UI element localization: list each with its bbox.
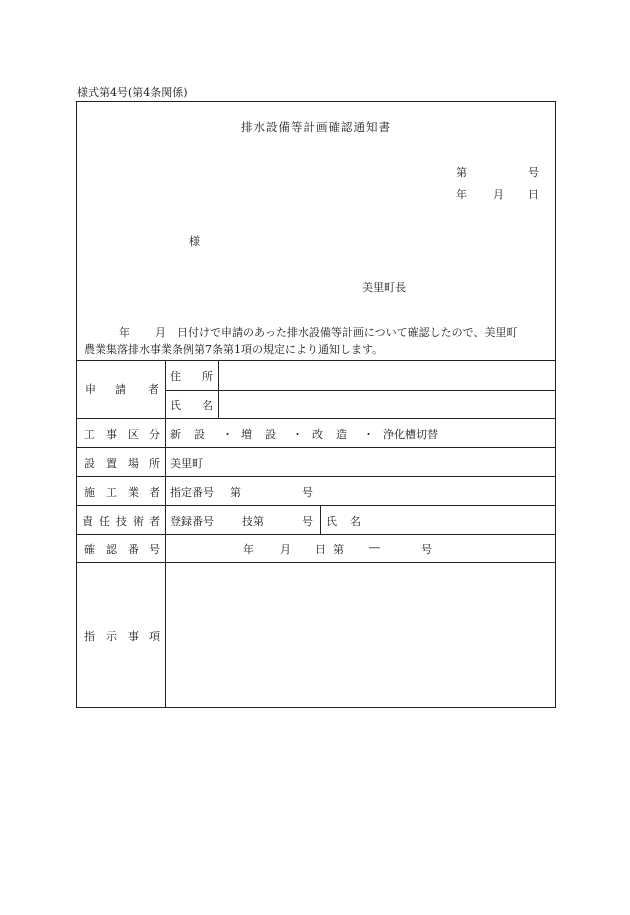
doc-number-go: 号 — [528, 166, 539, 179]
work-option-add-2: 設 — [265, 428, 276, 441]
work-option-remodel-1: 改 — [312, 428, 323, 441]
form-frame — [76, 101, 556, 708]
row-divider — [77, 447, 555, 448]
label-name-2: 名 — [202, 399, 213, 412]
confirmation-year: 年 — [243, 543, 254, 556]
work-option-septic: 浄化槽切替 — [383, 428, 438, 441]
engineer-gi-dai: 技第 — [242, 515, 264, 528]
work-option-remodel-2: 造 — [336, 428, 347, 441]
contractor-dai: 第 — [230, 486, 241, 499]
label-address-1: 住 — [170, 370, 181, 383]
date-day: 日 — [528, 188, 539, 201]
label-location-3: 場 — [128, 457, 139, 470]
confirmation-dai: 第 — [333, 543, 344, 556]
label-applicant-2: 請 — [115, 383, 126, 396]
label-work-type-1: 工 — [84, 428, 95, 441]
label-confirmation-2: 認 — [106, 543, 117, 556]
work-option-new-2: 設 — [194, 428, 205, 441]
label-applicant-1: 申 — [85, 383, 96, 396]
label-contractor-2: 工 — [106, 486, 117, 499]
confirmation-dash: ― — [369, 541, 380, 554]
body-year: 年 — [119, 326, 130, 339]
label-confirmation-1: 確 — [84, 543, 95, 556]
row-divider — [77, 418, 555, 419]
label-engineer-2: 任 — [99, 515, 110, 528]
work-option-new-1: 新 — [170, 428, 181, 441]
label-location-4: 所 — [149, 457, 160, 470]
date-month: 月 — [493, 188, 504, 201]
label-work-type-3: 区 — [128, 428, 139, 441]
table-top-border — [77, 360, 555, 361]
label-column-divider — [165, 360, 166, 707]
label-work-type-4: 分 — [149, 428, 160, 441]
confirmation-go: 号 — [421, 543, 432, 556]
label-location-1: 設 — [84, 457, 95, 470]
date-year: 年 — [456, 188, 467, 201]
engineer-name-divider — [320, 505, 321, 534]
label-engineer-4: 術 — [133, 515, 144, 528]
confirmation-month: 月 — [280, 543, 291, 556]
engineer-name-label-1: 氏 — [326, 515, 337, 528]
label-name-1: 氏 — [170, 399, 181, 412]
label-instructions-4: 項 — [149, 630, 160, 643]
label-instructions-1: 指 — [84, 630, 95, 643]
confirmation-day: 日 — [315, 543, 326, 556]
form-title: 排水設備等計画確認通知書 — [241, 120, 391, 134]
label-contractor-1: 施 — [84, 486, 95, 499]
label-engineer-3: 技 — [116, 515, 127, 528]
label-instructions-2: 示 — [106, 630, 117, 643]
contractor-designation-label: 指定番号 — [170, 486, 214, 499]
sender-title: 美里町長 — [362, 281, 406, 294]
engineer-name-label-2: 名 — [350, 515, 361, 528]
form-number-note: 様式第4号(第4条関係) — [77, 86, 188, 99]
applicant-subcolumn-divider — [218, 360, 219, 418]
label-engineer-5: 者 — [149, 515, 160, 528]
label-contractor-3: 業 — [128, 486, 139, 499]
work-option-add-1: 増 — [241, 428, 252, 441]
body-month: 月 — [155, 326, 166, 339]
engineer-go: 号 — [302, 515, 313, 528]
label-instructions-3: 事 — [128, 630, 139, 643]
label-address-2: 所 — [202, 370, 213, 383]
label-location-2: 置 — [106, 457, 117, 470]
contractor-go: 号 — [302, 486, 313, 499]
label-work-type-2: 事 — [106, 428, 117, 441]
label-confirmation-3: 番 — [128, 543, 139, 556]
label-contractor-4: 者 — [149, 486, 160, 499]
row-divider — [77, 562, 555, 563]
body-text-line1: 日付けで申請のあった排水設備等計画について確認したので、美里町 — [177, 326, 518, 339]
work-option-sep: ・ — [363, 428, 374, 441]
doc-number-dai: 第 — [456, 166, 467, 179]
addressee-suffix: 様 — [189, 235, 200, 248]
work-option-sep: ・ — [292, 428, 303, 441]
row-divider — [77, 476, 555, 477]
engineer-registration-label: 登録番号 — [170, 515, 214, 528]
label-confirmation-4: 号 — [149, 543, 160, 556]
row-divider — [77, 505, 555, 506]
work-option-sep: ・ — [222, 428, 233, 441]
label-applicant-3: 者 — [148, 383, 159, 396]
location-value: 美里町 — [170, 457, 203, 470]
label-engineer-1: 責 — [82, 515, 93, 528]
applicant-divider — [165, 390, 555, 391]
row-divider — [77, 534, 555, 535]
body-text-line2: 農業集落排水事業条例第7条第1項の規定により通知します。 — [84, 343, 384, 356]
